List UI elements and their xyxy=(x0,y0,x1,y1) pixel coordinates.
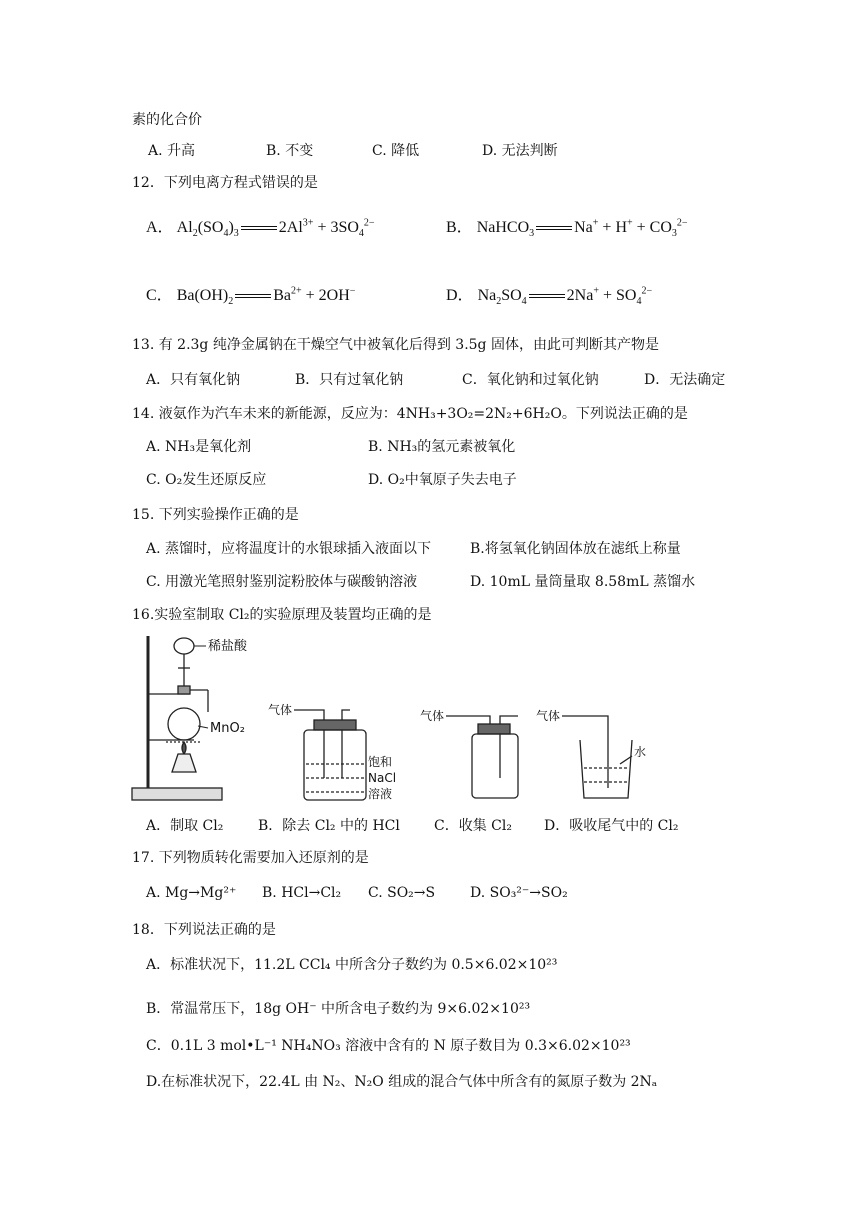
q11-option-c: C. 降低 xyxy=(372,143,420,159)
separatory-funnel xyxy=(174,638,194,654)
label-acid: 稀盐酸 xyxy=(208,639,248,654)
q12-equation-c: C． $Ba(OH)_2$ $Ba^{2+} + 2OH^-$ xyxy=(146,285,356,308)
q18-option-d: D.在标准状况下，22.4L 由 N₂、N₂O 组成的混合气体中所含有的氮原子数为 2Nₐ xyxy=(146,1074,658,1090)
q11-option-b: B. 不变 xyxy=(266,143,314,159)
q16-option-c: C．收集 Cl₂ xyxy=(434,818,512,834)
q12-stem: 12．下列电离方程式错误的是 xyxy=(132,175,318,191)
q14-option-a: A. NH₃是氧化剂 xyxy=(146,439,252,455)
apparatus-a xyxy=(132,636,222,800)
label-nacl: NaCl xyxy=(368,771,397,785)
q11-tail: 素的化合价 xyxy=(132,112,202,128)
apparatus-c xyxy=(420,708,518,798)
q12-a-label: A． xyxy=(146,219,174,236)
q16-option-b: B．除去 Cl₂ 中的 HCl xyxy=(258,818,400,834)
q15-option-d: D. 10mL 量筒量取 8.58mL 蒸馏水 xyxy=(470,574,696,590)
q17-option-d: D. SO₃²⁻→SO₂ xyxy=(470,885,568,901)
q12-b-label: B． xyxy=(446,219,473,236)
label-saturated: 饱和 xyxy=(368,755,393,769)
q12-equation-d: D． $Na_2SO_4$ $2Na^+ + SO_4^{2-}$ xyxy=(446,285,653,308)
q13-stem: 13. 有 2.3g 纯净金属钠在干燥空气中被氧化后得到 3.5g 固体，由此可判断其产物是 xyxy=(132,337,659,353)
q18-option-c: C．0.1L 3 mol•L⁻¹ NH₄NO₃ 溶液中含有的 N 原子数目为 0.3×6.02×10²³ xyxy=(146,1038,631,1054)
q13-option-d: D．无法确定 xyxy=(644,372,726,388)
q16-apparatus-figure xyxy=(128,628,728,808)
q15-option-b: B.将氢氧化钠固体放在滤纸上称量 xyxy=(470,541,681,557)
q11-option-d: D. 无法判断 xyxy=(482,143,558,159)
alcohol-lamp xyxy=(172,754,196,772)
q12-equation-a: A． $Al_2(SO_4)_3$ $2Al^{3+} + 3SO_4^{2-}$ xyxy=(146,217,375,240)
label-gas-c: 气体 xyxy=(420,709,445,723)
label-mno2: MnO₂ xyxy=(210,721,245,736)
label-solution: 溶液 xyxy=(368,787,393,801)
apparatus-d xyxy=(536,708,632,798)
q13-option-b: B．只有过氧化钠 xyxy=(295,372,404,388)
q14-stem: 14. 液氨作为汽车未来的新能源，反应为：4NH₃+3O₂=2N₂+6H₂O。下列说法正确的是 xyxy=(132,406,688,422)
q12-equation-b: B． NaHCO$_3$ $Na^+ + H^+ + CO_3^{2-}$ xyxy=(446,217,688,240)
label-water: 水 xyxy=(634,745,647,759)
apparatus-b xyxy=(268,702,366,800)
q16-stem: 16.实验室制取 Cl₂的实验原理及装置均正确的是 xyxy=(132,607,432,623)
q13-option-c: C．氧化钠和过氧化钠 xyxy=(462,372,599,388)
q14-option-c: C. O₂发生还原反应 xyxy=(146,472,267,488)
q15-option-c: C. 用激光笔照射鉴别淀粉胶体与碳酸钠溶液 xyxy=(146,574,418,590)
q18-option-a: A．标准状况下，11.2L CCl₄ 中所含分子数约为 0.5×6.02×10²³ xyxy=(146,957,558,973)
q17-option-b: B. HCl→Cl₂ xyxy=(262,885,342,901)
q16-option-d: D．吸收尾气中的 Cl₂ xyxy=(544,818,679,834)
q17-option-c: C. SO₂→S xyxy=(368,885,436,901)
label-gas-b: 气体 xyxy=(268,703,293,717)
q14-option-b: B. NH₃的氢元素被氧化 xyxy=(368,439,516,455)
q12-d-label: D． xyxy=(446,287,474,304)
q18-stem: 18．下列说法正确的是 xyxy=(132,922,276,938)
label-gas-d: 气体 xyxy=(536,709,561,723)
q12-c-label: C． xyxy=(146,287,173,304)
q17-stem: 17. 下列物质转化需要加入还原剂的是 xyxy=(132,850,369,866)
q18-option-b: B．常温常压下，18g OH⁻ 中所含电子数约为 9×6.02×10²³ xyxy=(146,1001,531,1017)
q14-option-d: D. O₂中氧原子失去电子 xyxy=(368,472,517,488)
q13-option-a: A．只有氧化钠 xyxy=(146,372,241,388)
round-bottom-flask xyxy=(168,708,200,740)
q15-option-a: A. 蒸馏时，应将温度计的水银球插入液面以下 xyxy=(146,541,432,557)
q16-option-a: A．制取 Cl₂ xyxy=(146,818,224,834)
q11-option-a: A. 升高 xyxy=(148,143,196,159)
q15-stem: 15. 下列实验操作正确的是 xyxy=(132,507,299,523)
q17-option-a: A. Mg→Mg²⁺ xyxy=(146,885,237,901)
